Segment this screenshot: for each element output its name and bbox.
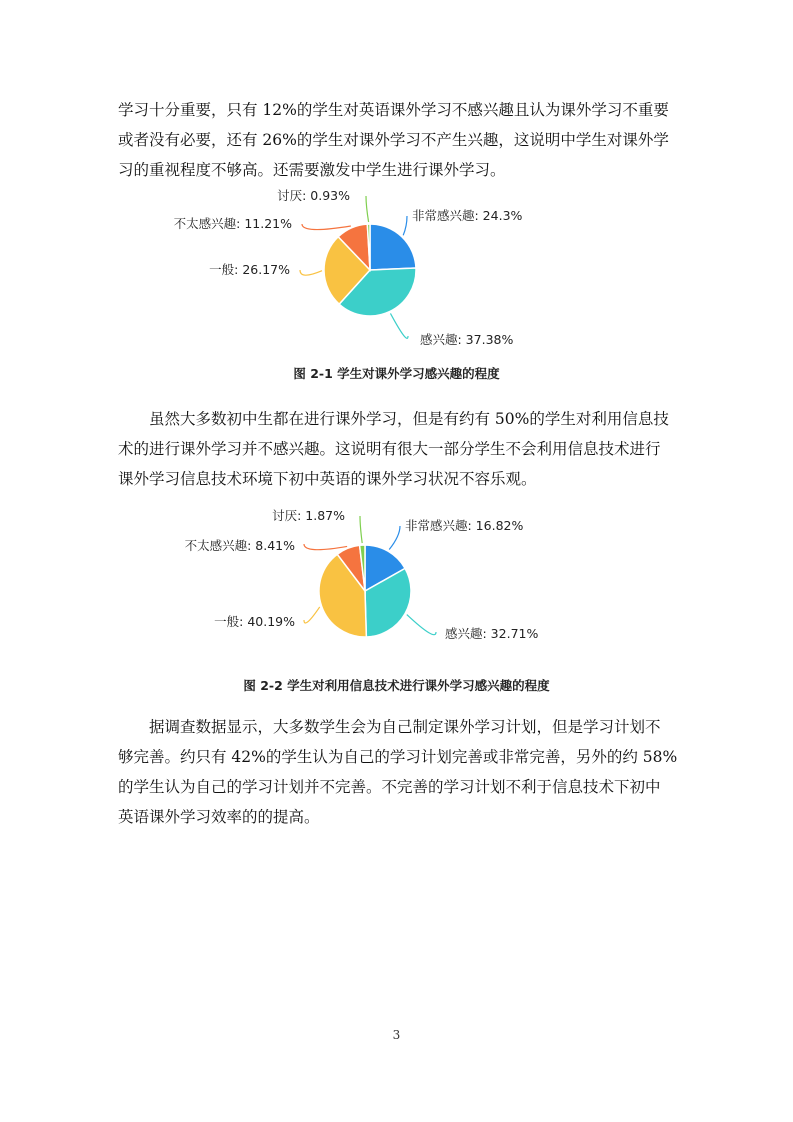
paragraph-line: 学习十分重要，只有 12%的学生对英语课外学习不感兴趣且认为课外学习不重要: [118, 101, 669, 119]
paragraph-line: 据调查数据显示，大多数学生会为自己制定课外学习计划，但是学习计划不: [118, 718, 661, 736]
leader-line: [390, 313, 408, 338]
slice-label: 感兴趣: 37.38%: [420, 332, 514, 347]
leader-line: [304, 607, 320, 623]
paragraph-line: 习的重视程度不够高。还需要激发中学生进行课外学习。: [118, 161, 506, 179]
leader-line: [304, 544, 347, 550]
paragraph-3: [118, 712, 678, 832]
slice-label: 不太感兴趣: 8.41%: [184, 538, 295, 553]
pie-chart-2: [150, 502, 650, 652]
paragraph-2: [118, 404, 678, 494]
figure-caption-2: 图 2-2 学生对利用信息技术进行课外学习感兴趣的程度: [243, 678, 550, 693]
paragraph-line: 或者没有必要，还有 26%的学生对课外学习不产生兴趣，这说明中学生对课外学: [118, 131, 669, 149]
paragraph-line: 英语课外学习效率的的提高。: [118, 808, 320, 826]
slice-label: 讨厌: 1.87%: [272, 508, 345, 523]
pie-chart-1-svg: [150, 186, 650, 356]
paragraph-line: 够完善。约只有 42%的学生认为自己的学习计划完善或非常完善，另外的约 58%: [118, 748, 678, 766]
paragraph-line: 虽然大多数初中生都在进行课外学习，但是有约有 50%的学生对利用信息技: [118, 410, 669, 428]
pie-chart-1: [150, 186, 650, 356]
leader-line: [300, 270, 322, 275]
paragraph-line: 的学生认为自己的学习计划并不完善。不完善的学习计划不利于信息技术下初中: [118, 778, 661, 796]
leader-line: [302, 224, 351, 230]
leader-line: [403, 216, 407, 235]
slice-label: 一般: 40.19%: [214, 614, 295, 629]
leader-line: [360, 516, 362, 543]
pie-slice: [370, 224, 416, 270]
paragraph-line: 术的进行课外学习并不感兴趣。这说明有很大一部分学生不会利用信息技术进行: [118, 440, 661, 458]
slice-label: 不太感兴趣: 11.21%: [173, 216, 292, 231]
slice-label: 非常感兴趣: 24.3%: [412, 208, 523, 223]
slice-label: 非常感兴趣: 16.82%: [405, 518, 524, 533]
leader-line: [366, 196, 369, 222]
page-number: 3: [392, 1028, 401, 1042]
paragraph-line: 课外学习信息技术环境下初中英语的课外学习状况不容乐观。: [118, 470, 537, 488]
leader-line: [389, 526, 400, 550]
figure-caption-1: 图 2-1 学生对课外学习感兴趣的程度: [293, 366, 500, 381]
paragraph-1: [118, 95, 678, 185]
pie-chart-2-svg: [150, 502, 650, 652]
slice-label: 一般: 26.17%: [209, 262, 290, 277]
slice-label: 感兴趣: 32.71%: [445, 626, 539, 641]
leader-line: [407, 615, 436, 635]
slice-label: 讨厌: 0.93%: [277, 188, 350, 203]
